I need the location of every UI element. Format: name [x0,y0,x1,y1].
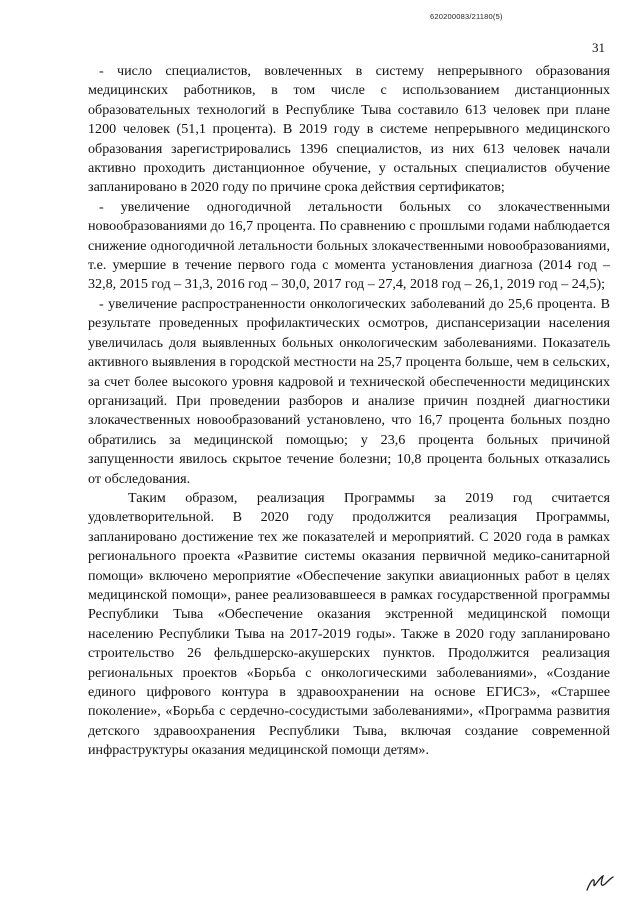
document-body [88,62,610,761]
paragraph-education-specialists: - число специалистов, вовлеченных в систему непрерывного образования медицинских работников, в том числе с использованием дистанционных образовательных технологий в Республике Тыва составило 613 человек при плане 1200 человек (51,1 процента). В 2019 году в системе непрерывного медицинского образования зарегистрировались 1396 специалистов, из них 613 человек начали активно проходить дистанционное обучение, у остальных специалистов обучение запланировано в 2020 году по причине срока действия сертификатов; [88,63,610,196]
handwritten-signature-mark [583,872,617,894]
document-id: 620200083/21180(5) [430,12,503,21]
paragraph-cancer-mortality: - увеличение одногодичной летальности больных со злокачественными новообразованиями до 16,7 процента. По сравнению с прошлыми годами наблюдается снижение одногодичной летальности больных злокачественными новообразованиями, т.е. умершие в течение первого года с момента установления диагноза (2014 год – 32,8, 2015 год – 31,3, 2016 год – 30,0, 2017 год – 27,4, 2018 год – 26,1, 2019 год – 24,5); [88,198,610,293]
paragraph-cancer-prevalence: - увеличение распространенности онкологических заболеваний до 25,6 процента. В результате проведенных профилактических осмотров, диспансеризации населения увеличилась доля выявленных больных онкологическим заболеваниями. Показатель активного выявления в городской местности на 25,7 процента больше, чем в сельских, за счет более высокого уровня кадровой и технической обеспеченности медицинских организаций. При проведении разборов и анализе причин поздней диагностики злокачественных новообразований установлено, что 16,7 процента больных поздно обратились за медицинской помощью; у 23,6 процента больных причиной запущенности явилось скрытое течение болезни; 10,8 процента больных отказались от обследования. [88,295,610,487]
page-number: 31 [592,40,605,55]
paragraph-conclusion: Таким образом, реализация Программы за 2019 год считается удовлетворительной. В 2020 году продолжится реализация Программы, запланировано достижение тех же показателей и мероприятий. С 2020 года в рамках регионального проекта «Развитие системы оказания первичной медико-санитарной помощи» включено мероприятие «Обеспечение закупки авиационных работ в целях медицинской помощи», ранее реализовавшееся в рамках государственной программы Республики Тыва «Обеспечение оказания экстренной медицинской помощи населению Республики Тыва на 2017-2019 годы». Также в 2020 году запланировано строительство 26 фельдшерско-акушерских пунктов. Продолжится реализация региональных проектов «Борьба с онкологическими заболеваниями», «Создание единого цифрового контура в здравоохранении на основе ЕГИСЗ», «Старшее поколение», «Борьба с сердечно-сосудистыми заболеваниями», «Программа развития детского здравоохранения Республики Тыва, включая создание современной инфраструктуры оказания медицинской помощи детям». [88,489,610,759]
